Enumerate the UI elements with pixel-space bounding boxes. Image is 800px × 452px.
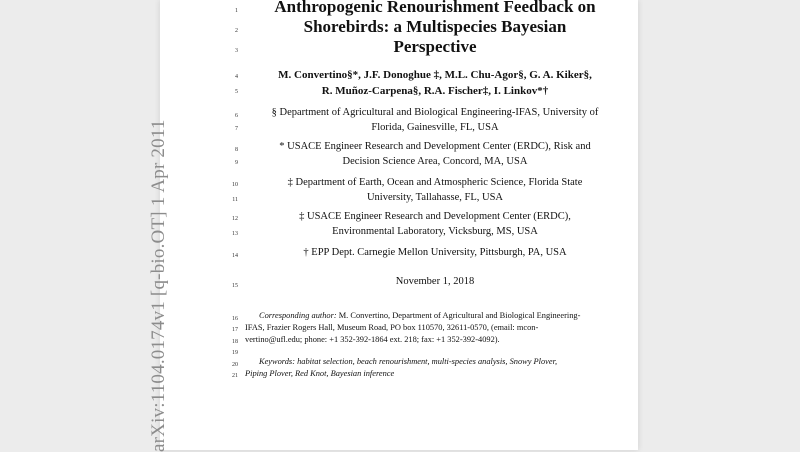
publication-date: November 1, 2018 [395, 276, 475, 287]
line-number: 21 [232, 373, 238, 379]
line-number: 4 [235, 74, 238, 80]
line-number: 18 [232, 339, 238, 345]
line-number: 16 [232, 316, 238, 322]
affiliation: § Department of Agricultural and Biological Engineering-IFAS, University of Florida, Gainesville, FL, USA [271, 107, 599, 133]
author-list: M. Convertino§*, J.F. Donoghue ‡, M.L. Chu-Agor§, G. A. Kiker§, R. Muñoz-Carpena§, R.A. Fischer‡, I. Linkov*† [278, 69, 592, 97]
affiliation: † EPP Dept. Carnegie Mellon University, Pittsburgh, PA, USA [303, 247, 567, 258]
line-number: 17 [232, 327, 238, 333]
line-number: 3 [235, 48, 238, 54]
line-number: 15 [232, 283, 238, 289]
affiliation: * USACE Engineer Research and Development Center (ERDC), Risk and Decision Science Area, Concord, MA, USA [279, 141, 591, 167]
keywords: Keywords: habitat selection, beach renourishment, multi-species analysis, Snowy Plover, Piping Plover, Red Knot, Bayesian inference [245, 357, 558, 378]
arxiv-stamp: arXiv:1104.0174v1 [q-bio.OT] 1 Apr 2011 [148, 119, 169, 452]
line-number: 5 [235, 89, 238, 95]
corresponding-author: Corresponding author: M. Convertino, Department of Agricultural and Biological Engineering- IFAS, Frazier Rogers Hall, Museum Road, PO box 110570, 32611-0570, (email: mcon- vertino@ufl.edu; phone: +1 352-392-1864 ext. 218; fax: +1 352-392-4092). [245, 311, 581, 344]
affiliation: ‡ Department of Earth, Ocean and Atmospheric Science, Florida State University, Tallahasse, FL, USA [287, 177, 583, 203]
paper-title: Anthropogenic Renourishment Feedback on Shorebirds: a Multispecies Bayesian Perspective [274, 0, 596, 56]
line-number: 7 [235, 126, 238, 132]
line-number: 6 [235, 113, 238, 119]
line-number: 8 [235, 147, 238, 153]
line-number: 1 [235, 8, 238, 14]
line-number: 10 [232, 182, 238, 188]
line-number: 19 [232, 350, 238, 356]
line-number: 20 [232, 362, 238, 368]
line-number: 9 [235, 160, 238, 166]
line-number: 2 [235, 28, 238, 34]
corresponding-label: Corresponding author: [259, 311, 337, 320]
affiliation: ‡ USACE Engineer Research and Development Center (ERDC), Environmental Laboratory, Vicksburg, MS, USA [299, 211, 571, 237]
line-number: 12 [232, 216, 238, 222]
line-number: 11 [232, 197, 238, 203]
line-number: 14 [232, 253, 238, 259]
line-number: 13 [232, 231, 238, 237]
